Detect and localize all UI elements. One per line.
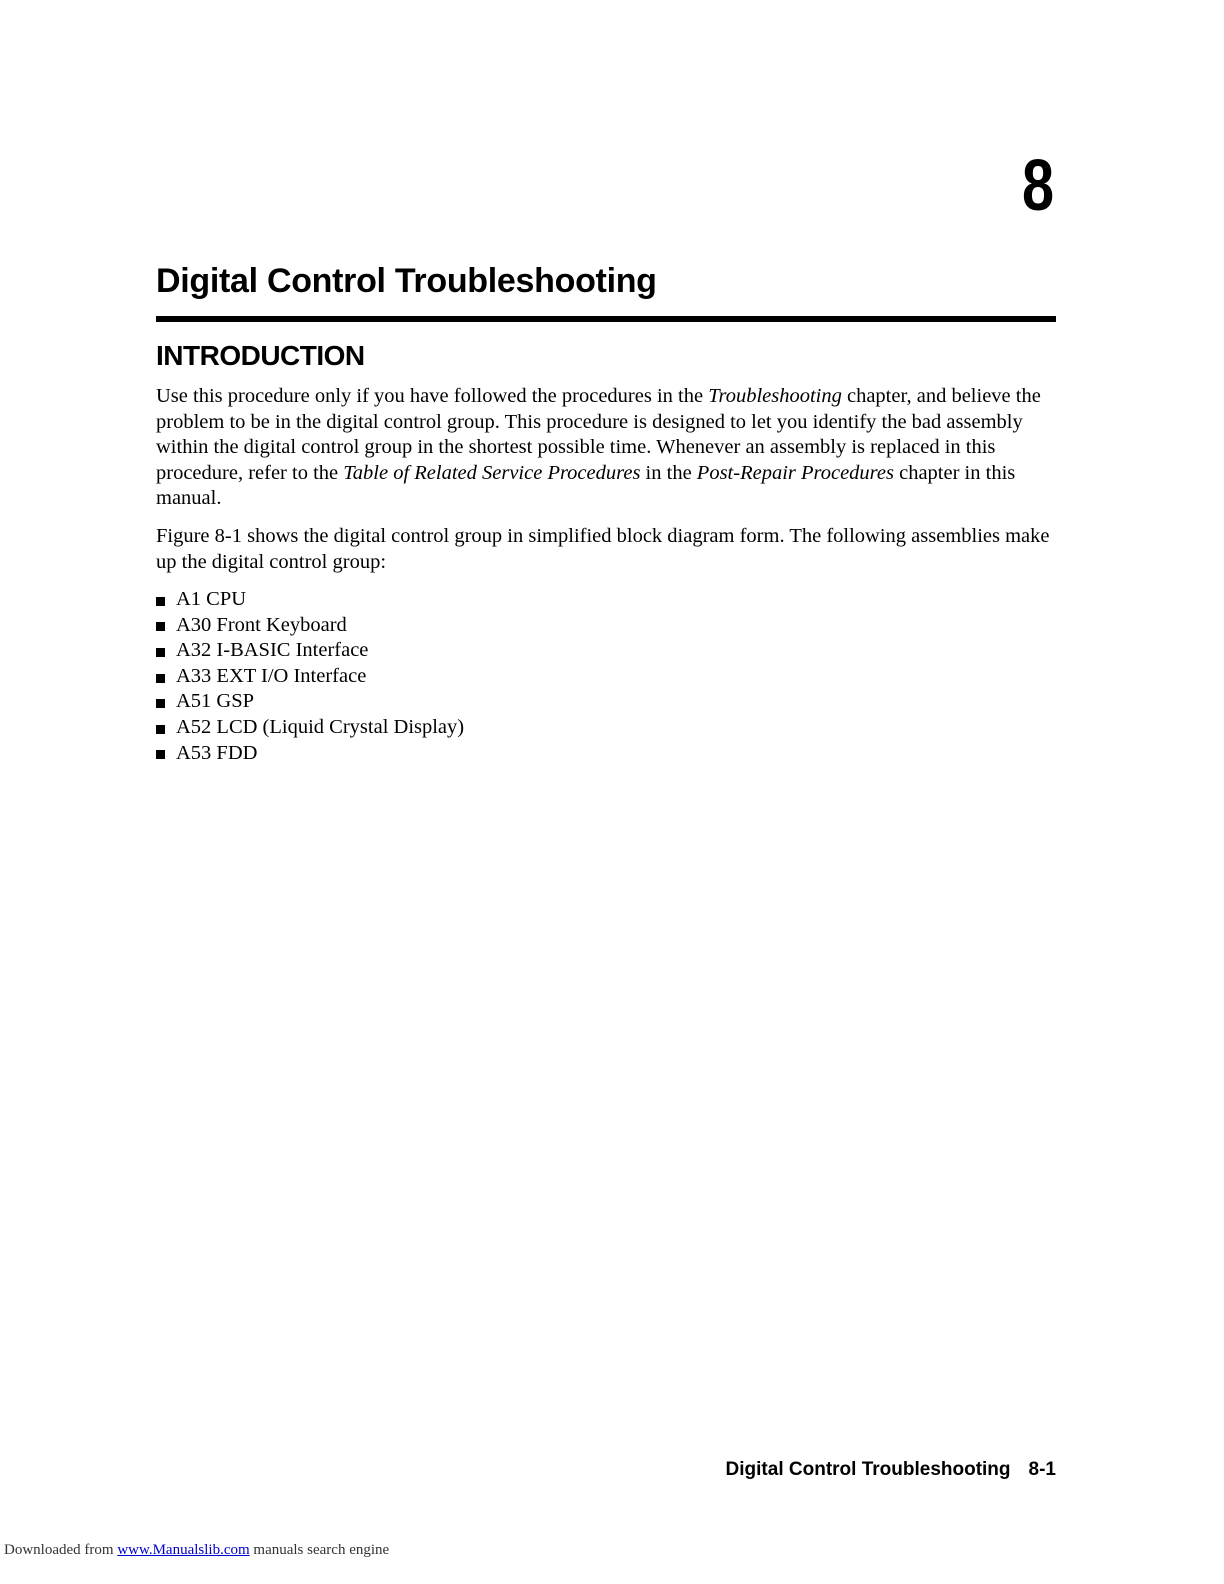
footer-title: Digital Control Troubleshooting bbox=[725, 1459, 1011, 1480]
list-item bbox=[156, 638, 464, 664]
bullet-icon bbox=[156, 648, 165, 657]
chapter-title: Digital Control Troubleshooting bbox=[156, 262, 657, 300]
list-item bbox=[156, 715, 464, 741]
list-item-label: A52 LCD (Liquid Crystal Display) bbox=[176, 715, 465, 738]
bullet-icon bbox=[156, 725, 165, 734]
title-rule bbox=[156, 316, 1056, 322]
download-prefix: Downloaded from bbox=[4, 1542, 118, 1558]
list-item-label: A30 Front Keyboard bbox=[176, 613, 347, 636]
list-item-label: A33 EXT I/O Interface bbox=[176, 664, 367, 687]
list-item bbox=[156, 689, 464, 715]
section-heading: INTRODUCTION bbox=[156, 340, 365, 371]
figure-paragraph-text: Figure 8-1 shows the digital control group in simplified block diagram form. The following assemblies make up the digital control group: bbox=[156, 525, 1050, 573]
para1-italic-2: Table of Related Service Procedures bbox=[343, 461, 641, 484]
para1-italic-1: Troubleshooting bbox=[708, 385, 842, 407]
para1-italic-3: Post-Repair Procedures bbox=[696, 461, 894, 484]
list-item bbox=[156, 613, 464, 639]
list-item bbox=[156, 587, 464, 613]
list-item bbox=[156, 664, 464, 690]
list-item bbox=[156, 741, 464, 767]
chapter-number: 8 bbox=[1021, 146, 1054, 226]
manualslib-link[interactable]: www.Manualslib.com bbox=[117, 1542, 250, 1558]
assembly-list bbox=[156, 587, 464, 766]
page-number: 8-1 bbox=[1028, 1459, 1056, 1480]
list-item-label: A51 GSP bbox=[176, 690, 255, 713]
intro-paragraph bbox=[156, 384, 1056, 512]
figure-paragraph bbox=[156, 524, 1056, 575]
bullet-icon bbox=[156, 597, 165, 606]
para1-text-1: Use this procedure only if you have followed the procedures in the bbox=[156, 385, 709, 407]
para1-text-4: chapter in this manual. bbox=[156, 461, 1016, 509]
bullet-icon bbox=[156, 622, 165, 631]
bullet-icon bbox=[156, 699, 165, 708]
para1-text-2: chapter, and believe the problem to be in the digital control group. This procedure is designed to let you identify the bad assembly within the digital control group in the shortest possible time. Whenever an assembly is replaced in this procedure, refer to the bbox=[156, 385, 1041, 484]
bullet-icon bbox=[156, 674, 165, 683]
page-footer bbox=[726, 1459, 1056, 1481]
bullet-icon bbox=[156, 750, 165, 759]
list-item-label: A1 CPU bbox=[176, 588, 247, 610]
list-item-label: A32 I-BASIC Interface bbox=[176, 639, 369, 662]
download-suffix: manuals search engine bbox=[249, 1542, 390, 1558]
list-item-label: A53 FDD bbox=[176, 741, 258, 764]
download-notice bbox=[4, 1542, 389, 1559]
para1-text-3: in the bbox=[640, 461, 697, 484]
